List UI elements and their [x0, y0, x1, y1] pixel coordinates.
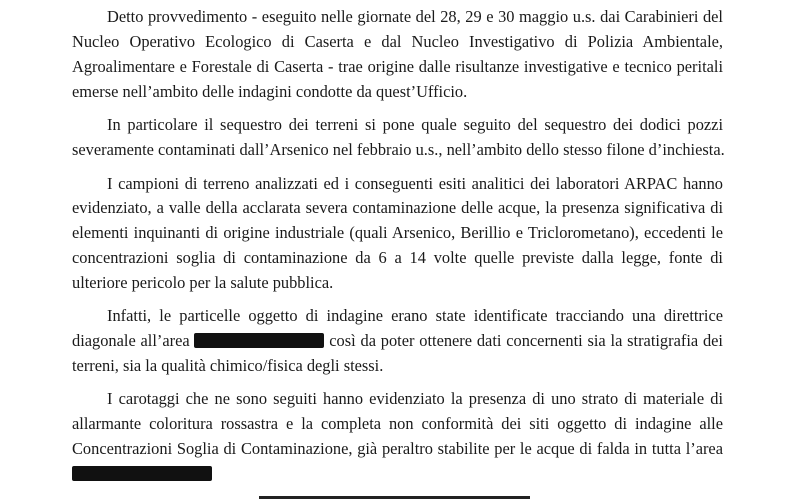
- paragraph-5-line-4: [72, 463, 723, 484]
- bottom-rule: [259, 496, 530, 499]
- paragraph-3-line-4: concentrazioni soglia di contaminazione da 6 a 14 volte quelle previste dalla legge, fonte di: [72, 248, 723, 267]
- paragraph-3-line-5: ulteriore pericolo per la salute pubblica.: [72, 273, 334, 292]
- paragraph-1-line-1: Detto provvedimento - eseguito nelle giornate del 28, 29 e 30 maggio u.s. dai Carabinieri del: [107, 7, 723, 26]
- paragraph-2-line-2: severamente contaminati dall’Arsenico nel febbraio u.s., nell’ambito dello stesso filone d’inchiesta.: [72, 140, 725, 159]
- redaction-mark: [72, 466, 212, 481]
- paragraph-4-line-1: Infatti, le particelle oggetto di indagine erano state identificate tracciando una direttrice: [107, 306, 723, 325]
- redaction-mark: [194, 333, 324, 348]
- paragraph-1-line-2: Nucleo Operativo Ecologico di Caserta e dal Nucleo Investigativo di Polizia Ambientale,: [72, 32, 723, 51]
- paragraph-2-line-1: In particolare il sequestro dei terreni si pone quale seguito del sequestro dei dodici pozzi: [107, 115, 723, 134]
- paragraph-5-line-1: I carotaggi che ne sono seguiti hanno evidenziato la presenza di uno strato di materiale di: [107, 389, 723, 408]
- paragraph-3-line-2: evidenziato, a valle della acclarata severa contaminazione delle acque, la presenza significativa di: [72, 198, 723, 217]
- paragraph-5-line-3: Concentrazioni Soglia di Contaminazione, già peraltro stabilite per le acque di falda in tutta l’area: [72, 439, 723, 458]
- paragraph-5-line-2: allarmante coloritura rossastra e la completa non conformità dei siti oggetto di indagine alle: [72, 414, 723, 433]
- paragraph-3-line-1: I campioni di terreno analizzati ed i conseguenti esiti analitici dei laboratori ARPAC hanno: [107, 174, 723, 193]
- paragraph-4-line-3: terreni, sia la qualità chimico/fisica degli stessi.: [72, 356, 384, 375]
- line-text-before-redaction: diagonale all’area: [72, 331, 190, 350]
- paragraph-1-line-4: emerse nell’ambito delle indagini condotte da quest’Ufficio.: [72, 82, 468, 101]
- paragraph-1-line-3: Agroalimentare e Forestale di Caserta - trae origine dalle risultanze investigative e tecnico peritali: [72, 57, 723, 76]
- line-text-after-redaction: così da poter ottenere dati concernenti sia la stratigrafia dei: [329, 331, 723, 350]
- paragraph-4-line-2: [72, 330, 723, 351]
- paragraph-3-line-3: elementi inquinanti di origine industriale (quali Arsenico, Berillio e Triclorometano), eccedenti le: [72, 223, 723, 242]
